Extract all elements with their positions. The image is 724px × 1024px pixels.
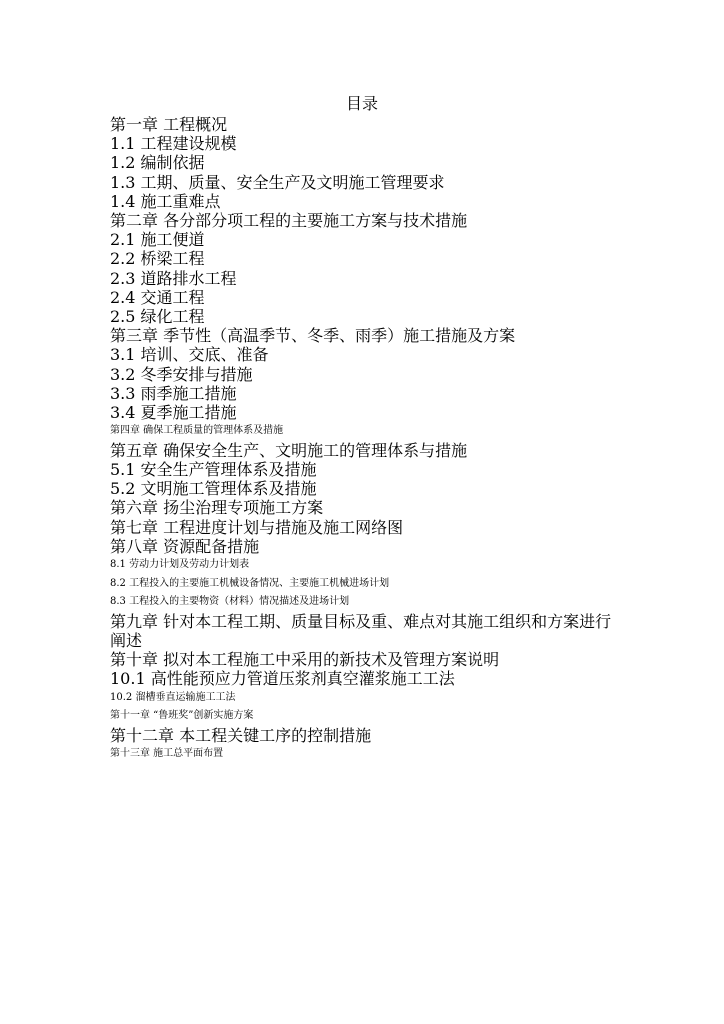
- document-title: 目录: [345, 94, 378, 113]
- toc-entry: 1.4 施工重难点: [110, 191, 221, 211]
- toc-entry: 5.2 文明施工管理体系及措施: [110, 479, 317, 499]
- toc-entry: 第八章 资源配备措施: [110, 536, 260, 556]
- toc-entry: 1.3 工期、质量、安全生产及文明施工管理要求: [110, 172, 445, 192]
- toc-entry: 第五章 确保安全生产、文明施工的管理体系与措施: [110, 440, 468, 460]
- toc-entry: 第七章 工程进度计划与措施及施工网络图: [110, 517, 404, 537]
- toc-entry: 1.2 编制依据: [110, 153, 205, 173]
- toc-entry: 第三章 季节性（高温季节、冬季、雨季）施工措施及方案: [110, 326, 516, 346]
- toc-entry: 第六章 扬尘治理专项施工方案: [110, 498, 324, 518]
- toc-entry: 3.2 冬季安排与措施: [110, 364, 253, 384]
- toc-entry: 3.3 雨季施工措施: [110, 383, 237, 403]
- toc-entry: 第九章 针对本工程工期、质量目标及重、难点对其施工组织和方案进行阐述: [110, 611, 612, 651]
- toc-entry: 第十章 拟对本工程施工中采用的新技术及管理方案说明: [110, 650, 500, 670]
- toc-entry: 2.2 桥梁工程: [110, 249, 205, 269]
- toc-entry: 3.4 夏季施工措施: [110, 403, 237, 423]
- toc-entry: 3.1 培训、交底、准备: [110, 345, 269, 365]
- toc-entry: 10.2 溜槽垂直运输施工工法: [110, 691, 236, 703]
- toc-entry: 2.1 施工便道: [110, 230, 205, 250]
- toc-entry: 8.2 工程投入的主要施工机械设备情况、主要施工机械进场计划: [110, 577, 390, 589]
- toc-entry: 第二章 各分部分项工程的主要施工方案与技术措施: [110, 211, 468, 231]
- toc-entry: 第四章 确保工程质量的管理体系及措施: [110, 425, 284, 437]
- toc-entry: 第十一章 “鲁班奖”创新实施方案: [110, 710, 254, 722]
- toc-entry: 8.3 工程投入的主要物资（材料）情况描述及进场计划: [110, 596, 350, 608]
- toc-entry: 第一章 工程概况: [110, 115, 228, 134]
- table-of-contents: [110, 115, 630, 764]
- toc-entry: 10.1 高性能预应力管道压浆剂真空灌浆施工工法: [110, 669, 455, 689]
- toc-entry: 5.1 安全生产管理体系及措施: [110, 460, 317, 480]
- toc-entry: 第十二章 本工程关键工序的控制措施: [110, 725, 372, 745]
- toc-entry: 2.4 交通工程: [110, 287, 205, 307]
- toc-entry: 1.1 工程建设规模: [110, 134, 237, 154]
- toc-entry: 第十三章 施工总平面布置: [110, 748, 224, 760]
- toc-entry: 2.3 道路排水工程: [110, 268, 237, 288]
- toc-entry: 2.5 绿化工程: [110, 307, 205, 327]
- toc-entry: 8.1 劳动力计划及劳动力计划表: [110, 559, 250, 571]
